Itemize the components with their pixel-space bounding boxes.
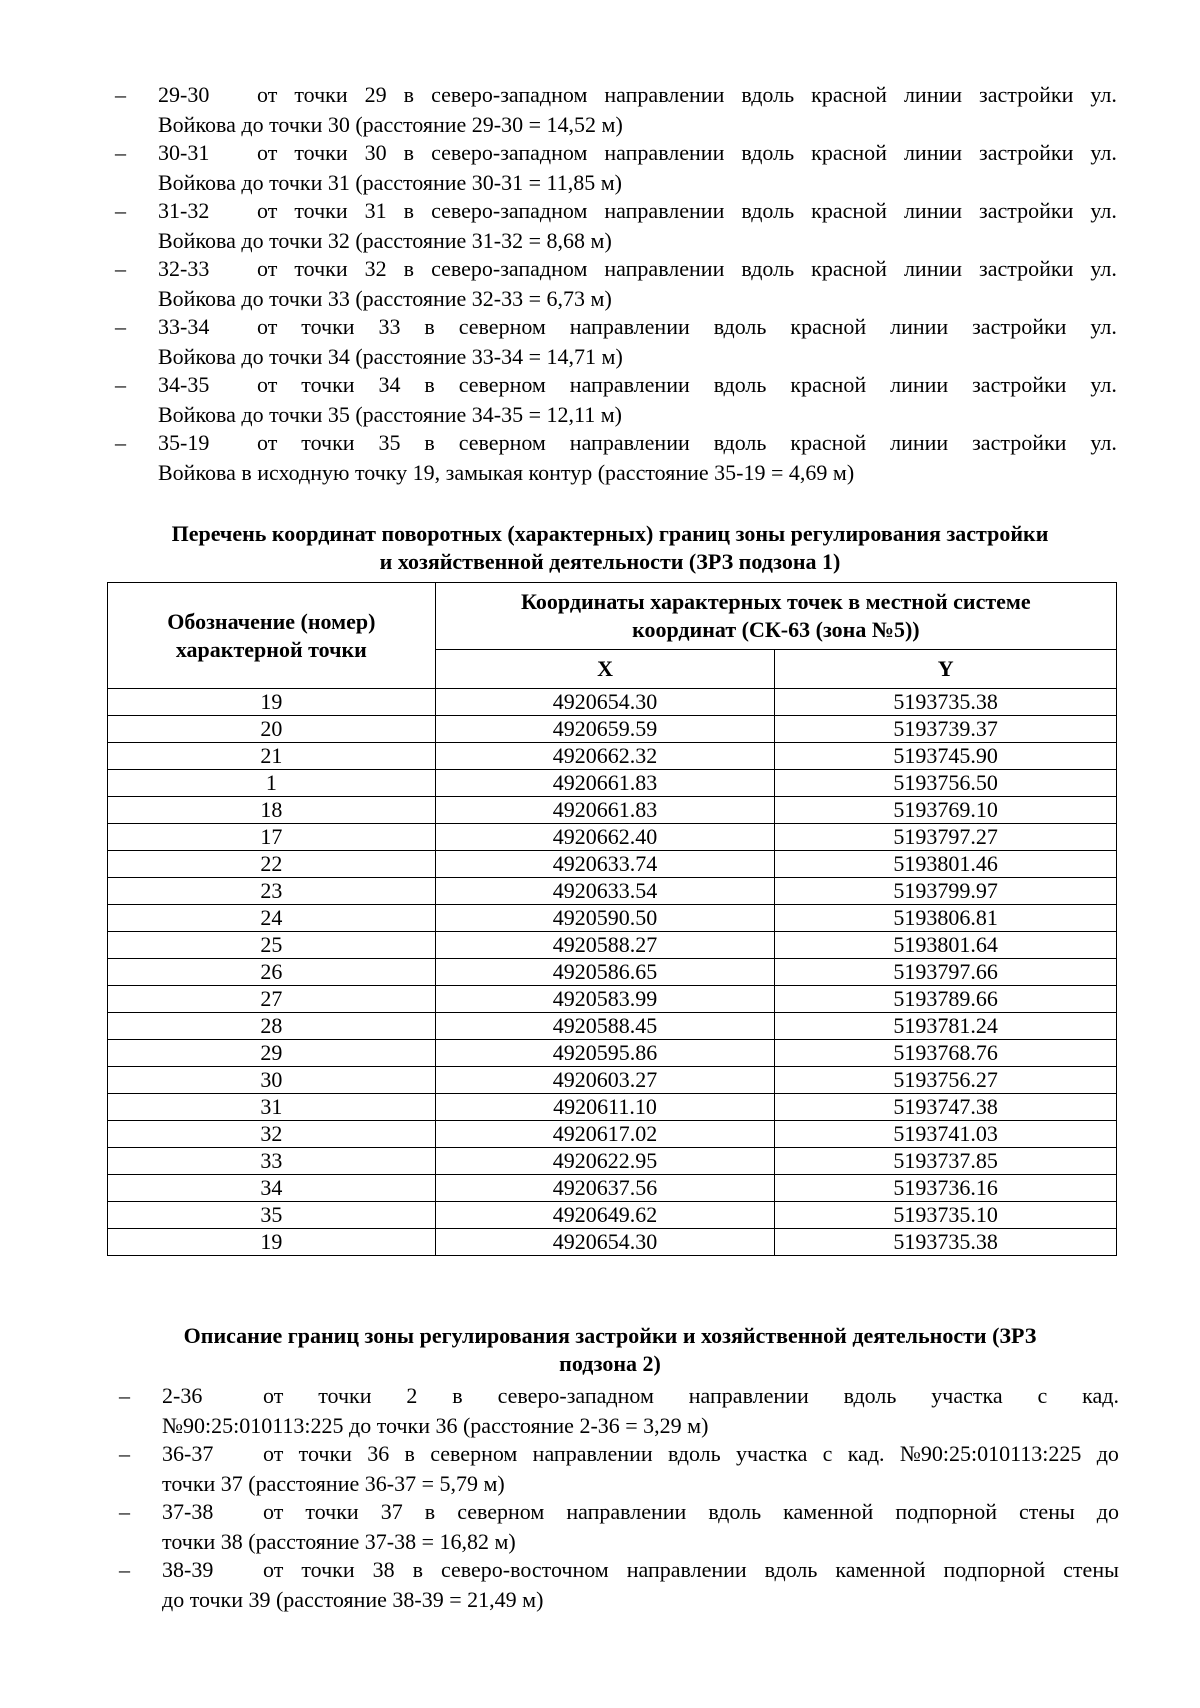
point-cell: 27 <box>108 986 436 1013</box>
y-column-header: Y <box>775 650 1117 689</box>
y-cell: 5193806.81 <box>775 905 1117 932</box>
table-row <box>108 959 1117 986</box>
point-cell: 20 <box>108 716 436 743</box>
segment-text-line1: от точки 31 в северо-западном направлении вдоль красной линии застройки ул. <box>257 198 1117 223</box>
segment-code: 34-35 <box>158 372 210 397</box>
list-item <box>0 1441 1200 1499</box>
segment-text-line2: Войкова до точки 35 (расстояние 34-35 = 12,11 м) <box>158 402 622 427</box>
point-cell: 21 <box>108 743 436 770</box>
segment-text-line1: от точки 32 в северо-западном направлении вдоль красной линии застройки ул. <box>257 256 1117 281</box>
x-cell: 4920633.74 <box>435 851 775 878</box>
x-column-header: X <box>435 650 775 689</box>
segment-text-line1: от точки 34 в северном направлении вдоль красной линии застройки ул. <box>257 372 1117 397</box>
list-item <box>0 314 1200 372</box>
table-row <box>108 1148 1117 1175</box>
list-dash: – <box>115 198 126 223</box>
x-cell: 4920586.65 <box>435 959 775 986</box>
point-cell: 17 <box>108 824 436 851</box>
table-row <box>108 878 1117 905</box>
table-row <box>108 1121 1117 1148</box>
section2-title <box>100 1322 1120 1378</box>
y-cell: 5193781.24 <box>775 1013 1117 1040</box>
point-cell: 34 <box>108 1175 436 1202</box>
segment-text-line2: Войкова в исходную точку 19, замыкая контур (расстояние 35-19 = 4,69 м) <box>158 460 855 485</box>
list-dash: – <box>115 372 126 397</box>
table-row <box>108 716 1117 743</box>
y-cell: 5193797.66 <box>775 959 1117 986</box>
y-cell: 5193735.10 <box>775 1202 1117 1229</box>
y-cell: 5193797.27 <box>775 824 1117 851</box>
segment-code: 37-38 <box>162 1499 214 1524</box>
y-cell: 5193739.37 <box>775 716 1117 743</box>
y-cell: 5193756.50 <box>775 770 1117 797</box>
x-cell: 4920611.10 <box>435 1094 775 1121</box>
table-title-line2: и хозяйственной деятельности (ЗРЗ подзона 1) <box>379 549 841 574</box>
segment-code: 30-31 <box>158 140 210 165</box>
y-cell: 5193735.38 <box>775 1229 1117 1256</box>
list-item <box>0 140 1200 198</box>
table-row <box>108 770 1117 797</box>
table-row <box>108 1175 1117 1202</box>
y-cell: 5193745.90 <box>775 743 1117 770</box>
x-cell: 4920661.83 <box>435 797 775 824</box>
point-cell: 29 <box>108 1040 436 1067</box>
list-item <box>0 1383 1200 1441</box>
coordinates-table <box>107 582 1117 1256</box>
segment-text-line2: точки 37 (расстояние 36-37 = 5,79 м) <box>162 1471 505 1496</box>
table-row <box>108 1067 1117 1094</box>
point-column-header: Обозначение (номер) характерной точки <box>108 583 436 689</box>
list-dash: – <box>115 256 126 281</box>
table-row <box>108 824 1117 851</box>
point-cell: 19 <box>108 689 436 716</box>
table-row <box>108 986 1117 1013</box>
y-cell: 5193737.85 <box>775 1148 1117 1175</box>
table-row <box>108 743 1117 770</box>
x-cell: 4920588.27 <box>435 932 775 959</box>
x-cell: 4920661.83 <box>435 770 775 797</box>
y-cell: 5193789.66 <box>775 986 1117 1013</box>
table-title-line1: Перечень координат поворотных (характерных) границ зоны регулирования застройки <box>171 521 1049 546</box>
segment-text-line1: от точки 29 в северо-западном направлении вдоль красной линии застройки ул. <box>257 82 1117 107</box>
table-row <box>108 797 1117 824</box>
list-item <box>0 1499 1200 1557</box>
segment-text-line1: от точки 2 в северо-западном направлении вдоль участка с кад. <box>263 1383 1119 1408</box>
list-item <box>0 198 1200 256</box>
y-cell: 5193735.38 <box>775 689 1117 716</box>
point-cell: 19 <box>108 1229 436 1256</box>
x-cell: 4920654.30 <box>435 689 775 716</box>
section2-title-line2: подзона 2) <box>559 1351 661 1376</box>
segment-text-line2: Войкова до точки 34 (расстояние 33-34 = 14,71 м) <box>158 344 623 369</box>
list-item <box>0 1557 1200 1615</box>
point-cell: 28 <box>108 1013 436 1040</box>
list-dash: – <box>119 1383 130 1408</box>
point-cell: 30 <box>108 1067 436 1094</box>
segment-code: 33-34 <box>158 314 210 339</box>
segment-code: 38-39 <box>162 1557 214 1582</box>
x-cell: 4920617.02 <box>435 1121 775 1148</box>
list-item <box>0 372 1200 430</box>
y-cell: 5193801.46 <box>775 851 1117 878</box>
y-cell: 5193736.16 <box>775 1175 1117 1202</box>
table-row <box>108 689 1117 716</box>
y-cell: 5193747.38 <box>775 1094 1117 1121</box>
y-cell: 5193769.10 <box>775 797 1117 824</box>
list-dash: – <box>115 314 126 339</box>
table-row <box>108 1013 1117 1040</box>
segment-code: 32-33 <box>158 256 210 281</box>
x-cell: 4920603.27 <box>435 1067 775 1094</box>
point-cell: 25 <box>108 932 436 959</box>
y-cell: 5193756.27 <box>775 1067 1117 1094</box>
segment-text-line2: Войкова до точки 33 (расстояние 32-33 = 6,73 м) <box>158 286 612 311</box>
y-cell: 5193768.76 <box>775 1040 1117 1067</box>
coords-column-header: Координаты характерных точек в местной системе координат (СК-63 (зона №5)) <box>435 583 1116 650</box>
x-cell: 4920588.45 <box>435 1013 775 1040</box>
table-row <box>108 851 1117 878</box>
segment-code: 35-19 <box>158 430 210 455</box>
point-cell: 35 <box>108 1202 436 1229</box>
segment-text-line2: Войкова до точки 30 (расстояние 29-30 = 14,52 м) <box>158 112 623 137</box>
x-cell: 4920583.99 <box>435 986 775 1013</box>
point-cell: 31 <box>108 1094 436 1121</box>
x-cell: 4920590.50 <box>435 905 775 932</box>
table-title <box>100 520 1120 576</box>
list-item <box>0 256 1200 314</box>
table-row <box>108 1202 1117 1229</box>
point-cell: 24 <box>108 905 436 932</box>
list-dash: – <box>115 430 126 455</box>
list-dash: – <box>115 82 126 107</box>
x-cell: 4920622.95 <box>435 1148 775 1175</box>
list-item <box>0 430 1200 488</box>
point-cell: 1 <box>108 770 436 797</box>
x-cell: 4920662.32 <box>435 743 775 770</box>
x-cell: 4920662.40 <box>435 824 775 851</box>
segment-text-line2: до точки 39 (расстояние 38-39 = 21,49 м) <box>162 1587 544 1612</box>
point-cell: 26 <box>108 959 436 986</box>
point-cell: 33 <box>108 1148 436 1175</box>
list-dash: – <box>119 1499 130 1524</box>
x-cell: 4920637.56 <box>435 1175 775 1202</box>
table-row <box>108 1229 1117 1256</box>
x-cell: 4920633.54 <box>435 878 775 905</box>
segment-text-line2: №90:25:010113:225 до точки 36 (расстояние 2-36 = 3,29 м) <box>162 1413 709 1438</box>
x-cell: 4920649.62 <box>435 1202 775 1229</box>
segment-text-line1: от точки 33 в северном направлении вдоль красной линии застройки ул. <box>257 314 1117 339</box>
list-dash: – <box>119 1557 130 1582</box>
segment-code: 2-36 <box>162 1383 203 1408</box>
segment-text-line2: точки 38 (расстояние 37-38 = 16,82 м) <box>162 1529 516 1554</box>
point-cell: 23 <box>108 878 436 905</box>
y-cell: 5193741.03 <box>775 1121 1117 1148</box>
segment-code: 31-32 <box>158 198 210 223</box>
segment-code: 36-37 <box>162 1441 214 1466</box>
point-cell: 22 <box>108 851 436 878</box>
table-row <box>108 932 1117 959</box>
list-dash: – <box>115 140 126 165</box>
x-cell: 4920595.86 <box>435 1040 775 1067</box>
segment-text-line1: от точки 35 в северном направлении вдоль красной линии застройки ул. <box>257 430 1117 455</box>
list-dash: – <box>119 1441 130 1466</box>
x-cell: 4920659.59 <box>435 716 775 743</box>
y-cell: 5193799.97 <box>775 878 1117 905</box>
segment-text-line1: от точки 30 в северо-западном направлении вдоль красной линии застройки ул. <box>257 140 1117 165</box>
segment-text-line2: Войкова до точки 32 (расстояние 31-32 = 8,68 м) <box>158 228 612 253</box>
segment-text-line1: от точки 37 в северном направлении вдоль каменной подпорной стены до <box>263 1499 1119 1524</box>
table-row <box>108 1094 1117 1121</box>
segment-text-line1: от точки 36 в северном направлении вдоль участка с кад. №90:25:010113:225 до <box>263 1441 1119 1466</box>
point-cell: 18 <box>108 797 436 824</box>
table-row <box>108 905 1117 932</box>
segment-text-line1: от точки 38 в северо-восточном направлении вдоль каменной подпорной стены <box>263 1557 1119 1582</box>
table-row <box>108 1040 1117 1067</box>
segment-text-line2: Войкова до точки 31 (расстояние 30-31 = 11,85 м) <box>158 170 622 195</box>
y-cell: 5193801.64 <box>775 932 1117 959</box>
section2-title-line1: Описание границ зоны регулирования застройки и хозяйственной деятельности (ЗРЗ <box>183 1323 1037 1348</box>
segment-code: 29-30 <box>158 82 210 107</box>
x-cell: 4920654.30 <box>435 1229 775 1256</box>
list-item <box>0 82 1200 140</box>
point-cell: 32 <box>108 1121 436 1148</box>
